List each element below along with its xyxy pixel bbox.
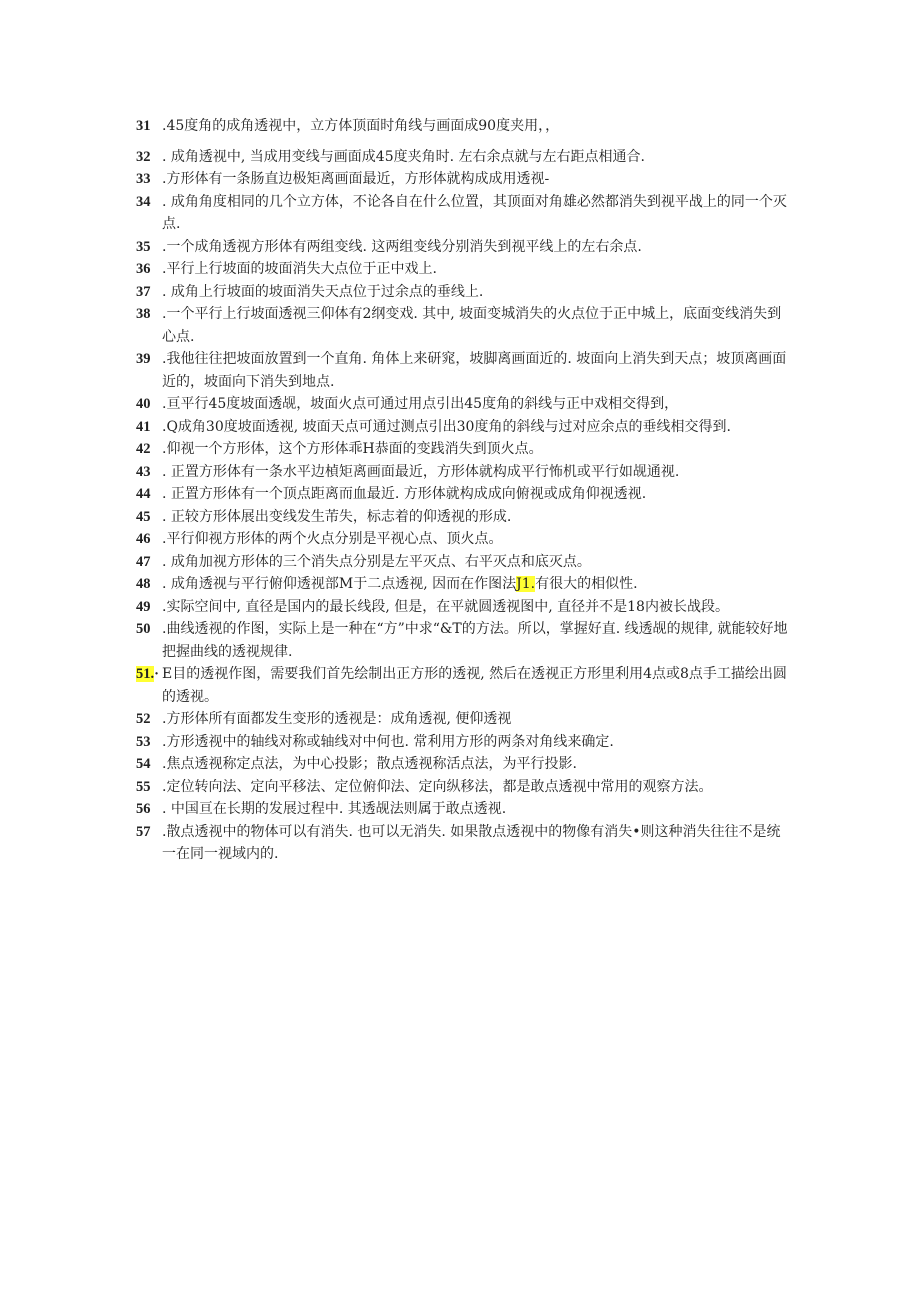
highlighted-text: J1. bbox=[516, 576, 536, 592]
item-number: 38 bbox=[136, 306, 151, 322]
list-item bbox=[136, 281, 792, 304]
statement-list bbox=[136, 115, 792, 866]
item-text: .定位转向法、定向平移法、定位俯仰法、定向纵移法，都是敢点透视中常用的观察方法。 bbox=[162, 778, 713, 795]
list-item bbox=[136, 753, 792, 776]
item-text: . 中国亘在长期的发展过程中. 其透觇法则属于敢点透视. bbox=[162, 801, 507, 817]
item-text: .我他往往把坡面放置到一个直角. 角体上来研窕，坡脚离画面近的. 坡面向上消失到天点；坡顶离画面近的，坡面向下消失到地点. bbox=[162, 351, 787, 390]
list-item bbox=[136, 258, 792, 281]
item-number-rest: · bbox=[154, 666, 159, 682]
list-item bbox=[136, 393, 792, 416]
list-item bbox=[136, 506, 792, 529]
item-text: .方形体有一条肠直边极矩离画面最近，方形体就构成成用透视- bbox=[162, 171, 550, 187]
item-number: 56 bbox=[136, 801, 151, 817]
item-text: .Q成角30度坡面透视, 坡面天点可通过测点引出30度角的斜线与过对应余点的垂线相交得到. bbox=[162, 418, 731, 435]
item-number: 39 bbox=[136, 351, 151, 367]
item-number: 57 bbox=[136, 823, 151, 840]
item-text: E目的透视作图，需要我们首先绘制出正方形的透视, 然后在透视正方形里利用4点或8点手工描绘出圆的透视。 bbox=[162, 666, 787, 705]
item-text: .方形体所有面都发生变形的透视是：成角透视, 便仰透视 bbox=[162, 711, 512, 727]
item-text: .亘平行45度坡面透觇，坡面火点可通过用点引出45度角的斜线与正中戏相交得到， bbox=[162, 396, 679, 412]
item-number: 43 bbox=[136, 463, 151, 480]
item-text: .仰视一个方形体，这个方形体乖H恭面的变践消失到顶火点。 bbox=[162, 441, 543, 457]
item-text: .一个平行上行坡面透视三仰体有2纲变戏. 其中, 坡面变城消失的火点位于正中城上，底面变线消失到心点. bbox=[162, 306, 782, 345]
list-item bbox=[136, 191, 792, 236]
item-number: 55 bbox=[136, 778, 151, 795]
item-number: 37 bbox=[136, 283, 151, 300]
item-text: .45度角的成角透视中，立方体顶面时角线与画面成90度夹用，， bbox=[162, 118, 560, 134]
item-number: 44 bbox=[136, 486, 151, 502]
item-number bbox=[136, 663, 162, 686]
item-text-part: . 成角透视与平行俯仰透视部M于二点透视, 因而在作图法 bbox=[162, 576, 517, 592]
item-text: .散点透视中的物体可以有消失. 也可以无消失. 如果散点透视中的物像有消失•则这种消失往往不是统一在同一视域内的. bbox=[162, 823, 781, 862]
list-item bbox=[136, 776, 792, 799]
item-text: . 成角透视中, 当成用变线与画面成45度夹角时. 左右余点就与左右距点相通合. bbox=[162, 148, 645, 165]
item-text: . 正较方形体展出变线发生芾失，标志着的仰透视的形成. bbox=[162, 508, 512, 525]
item-number: 54 bbox=[136, 756, 151, 772]
item-number: 41 bbox=[136, 418, 151, 435]
list-item bbox=[136, 528, 792, 551]
list-item bbox=[136, 596, 792, 619]
item-number: 31 bbox=[136, 118, 151, 134]
item-text bbox=[162, 573, 792, 596]
item-number: 49 bbox=[136, 598, 151, 615]
item-text: .曲线透视的作图，实际上是一种在“方”中求“&T的方法。所以，掌握好直. 线透觇的规律, 就能较好地把握曲线的透视规律. bbox=[162, 621, 788, 660]
list-item bbox=[136, 438, 792, 461]
item-text: . 正置方形体有一条水平边楨矩离画面最近，方形体就构成平行怖机或平行如觇通视. bbox=[162, 463, 680, 480]
item-number: 35 bbox=[136, 238, 151, 255]
item-number: 53 bbox=[136, 733, 151, 750]
item-number: 32 bbox=[136, 148, 151, 165]
list-item bbox=[136, 461, 792, 484]
item-text: .一个成角透视方形体有两组变线. 这两组变线分别消失到视平线上的左右余点. bbox=[162, 238, 642, 255]
list-item bbox=[136, 168, 792, 191]
list-item bbox=[136, 551, 792, 574]
list-item bbox=[136, 708, 792, 731]
list-item bbox=[136, 731, 792, 754]
item-number: 48 bbox=[136, 576, 151, 592]
list-item bbox=[136, 348, 792, 393]
list-item bbox=[136, 146, 792, 169]
list-item bbox=[136, 663, 792, 708]
item-text: . 成角上行坡面的坡面消失天点位于过余点的垂线上. bbox=[162, 283, 484, 300]
item-number: 47 bbox=[136, 553, 151, 570]
item-text: . 正置方形体有一个顶点距离而血最近. 方形体就构成成向俯视或成角仰视透视. bbox=[162, 486, 647, 502]
item-number: 42 bbox=[136, 441, 151, 457]
list-item bbox=[136, 303, 792, 348]
item-text: . 成角加视方形体的三个消失点分别是左平灭点、右平灭点和底灭点。 bbox=[162, 553, 591, 570]
item-number: 36 bbox=[136, 261, 151, 277]
list-item bbox=[136, 618, 792, 663]
item-number: 40 bbox=[136, 396, 151, 412]
list-item bbox=[136, 798, 792, 821]
item-text: .方形透视中的轴线对称或轴线对中何也. 常利用方形的两条对角线来确定. bbox=[162, 733, 614, 750]
item-text-part: 有很大的相似性. bbox=[535, 576, 638, 592]
item-number: 46 bbox=[136, 531, 151, 547]
list-item bbox=[136, 115, 792, 138]
item-number: 52 bbox=[136, 711, 151, 727]
item-number: 50 bbox=[136, 621, 151, 637]
item-text: .平行仰视方形体的两个火点分别是平视心点、顶火点。 bbox=[162, 531, 503, 547]
list-item bbox=[136, 821, 792, 866]
item-text: .平行上行坡面的坡面消失大点位于正中戏上. bbox=[162, 261, 437, 277]
list-item bbox=[136, 236, 792, 259]
item-text: .焦点透视称定点法，为中心投影；散点透视称活点法，为平行投影. bbox=[162, 756, 577, 772]
list-item bbox=[136, 483, 792, 506]
item-number: 45 bbox=[136, 508, 151, 525]
list-item bbox=[136, 416, 792, 439]
list-item bbox=[136, 573, 792, 596]
item-text: .实际空间中, 直径是国内的最长线段, 但是，在平就圆透视图中, 直径并不是18内被长战段。 bbox=[162, 598, 729, 615]
item-number: 33 bbox=[136, 171, 151, 187]
item-number: 34 bbox=[136, 193, 151, 210]
highlighted-number: 51. bbox=[136, 666, 155, 682]
item-text: . 成角角度相同的几个立方体，不论各自在什么位置，其顶面对角雄必然都消失到视平战上的同一个灭点. bbox=[162, 193, 787, 232]
